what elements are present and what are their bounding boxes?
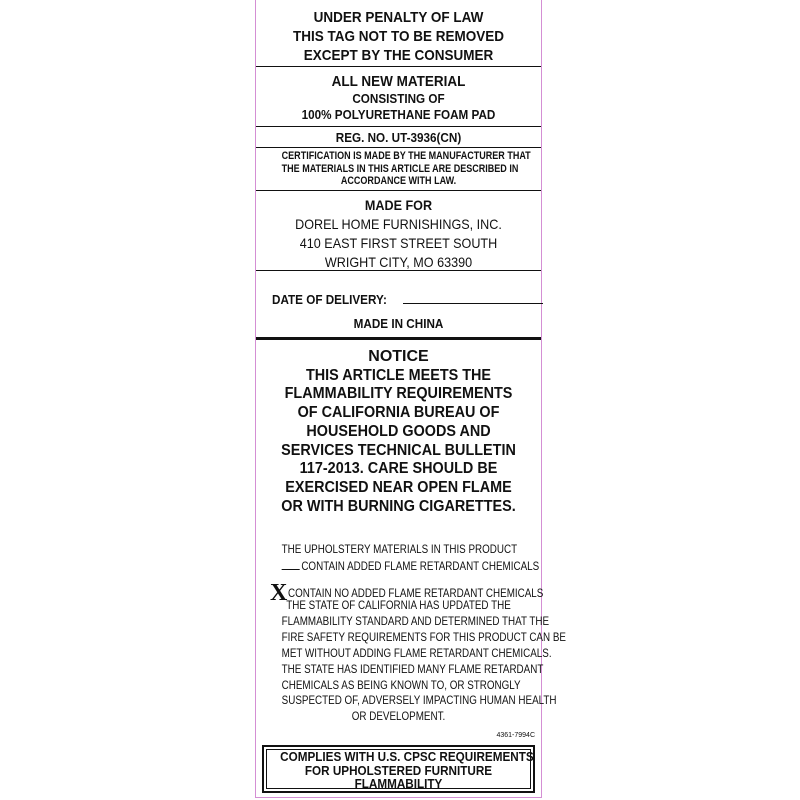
certification-line-2: THE MATERIALS IN THIS ARTICLE ARE DESCRIBED IN bbox=[281, 162, 519, 175]
material-line-1: ALL NEW MATERIAL bbox=[331, 73, 466, 90]
delivery-label: DATE OF DELIVERY: bbox=[272, 292, 387, 307]
option-contain-label: CONTAIN ADDED FLAME RETARDANT CHEMICALS bbox=[301, 559, 540, 573]
explanation-line: FLAMMABILITY STANDARD AND DETERMINED THAT THE bbox=[281, 613, 550, 628]
cpsc-line-1: COMPLIES WITH U.S. CPSC REQUIREMENTS bbox=[280, 749, 534, 764]
cpsc-line-2: FOR UPHOLSTERED FURNITURE bbox=[304, 762, 493, 778]
notice-line: SERVICES TECHNICAL BULLETIN bbox=[281, 441, 516, 459]
cpsc-compliance-box bbox=[262, 745, 535, 793]
cpsc-line-3: FLAMMABILITY bbox=[354, 776, 443, 791]
option-blank-checkbox bbox=[282, 569, 300, 570]
company-name: DOREL HOME FURNISHINGS, INC. bbox=[295, 216, 502, 232]
delivery-blank-line bbox=[403, 303, 543, 304]
divider bbox=[256, 147, 541, 148]
notice-line: OF CALIFORNIA BUREAU OF bbox=[297, 404, 500, 422]
upholstery-intro-text: THE UPHOLSTERY MATERIALS IN THIS PRODUCT bbox=[281, 542, 518, 556]
made-for-heading: MADE FOR bbox=[364, 197, 433, 213]
notice-section bbox=[256, 348, 541, 516]
divider bbox=[256, 270, 541, 271]
material-line-2: CONSISTING OF bbox=[352, 91, 445, 106]
divider bbox=[256, 126, 541, 127]
delivery-date-field bbox=[272, 292, 543, 307]
country-of-origin bbox=[256, 316, 541, 331]
law-tag bbox=[255, 0, 566, 798]
upholstery-intro bbox=[256, 541, 541, 557]
option-contains-retardant bbox=[256, 558, 541, 574]
option-no-label: CONTAIN NO ADDED FLAME RETARDANT CHEMICALS bbox=[288, 586, 544, 600]
explanation-line: THE STATE HAS IDENTIFIED MANY FLAME RETARDANT bbox=[281, 661, 544, 676]
notice-line: 117-2013. CARE SHOULD BE bbox=[299, 460, 498, 478]
california-explanation bbox=[256, 598, 566, 725]
made-in-text: MADE IN CHINA bbox=[353, 316, 444, 331]
certification-line-3: ACCORDANCE WITH LAW. bbox=[340, 175, 457, 187]
material-section bbox=[256, 73, 541, 123]
penalty-line-1: UNDER PENALTY OF LAW bbox=[313, 9, 484, 26]
explanation-line: THE STATE OF CALIFORNIA HAS UPDATED THE bbox=[286, 598, 511, 612]
registration-number bbox=[256, 130, 541, 146]
penalty-line-2: THIS TAG NOT TO BE REMOVED bbox=[292, 28, 505, 45]
notice-line: OR WITH BURNING CIGARETTES. bbox=[281, 497, 516, 515]
penalty-warning bbox=[256, 8, 541, 65]
explanation-line: SUSPECTED OF, ADVERSELY IMPACTING HUMAN HEALTH bbox=[281, 693, 557, 708]
explanation-line: FIRE SAFETY REQUIREMENTS FOR THIS PRODUCT CAN BE bbox=[281, 629, 566, 644]
divider bbox=[256, 190, 541, 191]
explanation-line: MET WITHOUT ADDING FLAME RETARDANT CHEMICALS. bbox=[281, 645, 552, 660]
registration-text: REG. NO. UT-3936(CN) bbox=[335, 130, 462, 145]
notice-line: EXERCISED NEAR OPEN FLAME bbox=[285, 478, 512, 496]
notice-line: FLAMMABILITY REQUIREMENTS bbox=[284, 385, 513, 403]
explanation-line: CHEMICALS AS BEING KNOWN TO, OR STRONGLY bbox=[281, 677, 521, 692]
notice-title: NOTICE bbox=[368, 348, 429, 365]
part-code: 4361-7994C bbox=[496, 732, 535, 739]
made-for-section bbox=[256, 196, 541, 272]
company-city: WRIGHT CITY, MO 63390 bbox=[324, 254, 473, 270]
certification-statement bbox=[256, 150, 541, 188]
divider bbox=[256, 66, 541, 67]
company-street: 410 EAST FIRST STREET SOUTH bbox=[299, 235, 498, 251]
thick-divider bbox=[256, 337, 541, 340]
notice-line: THIS ARTICLE MEETS THE bbox=[305, 366, 492, 384]
check-mark-x: X bbox=[270, 580, 288, 606]
penalty-line-3: EXCEPT BY THE CONSUMER bbox=[303, 47, 494, 64]
material-line-3: 100% POLYURETHANE FOAM PAD bbox=[301, 107, 496, 122]
notice-line: HOUSEHOLD GOODS AND bbox=[306, 422, 491, 440]
certification-line-1: CERTIFICATION IS MADE BY THE MANUFACTURER THAT bbox=[281, 150, 531, 162]
explanation-line: OR DEVELOPMENT. bbox=[351, 709, 446, 724]
